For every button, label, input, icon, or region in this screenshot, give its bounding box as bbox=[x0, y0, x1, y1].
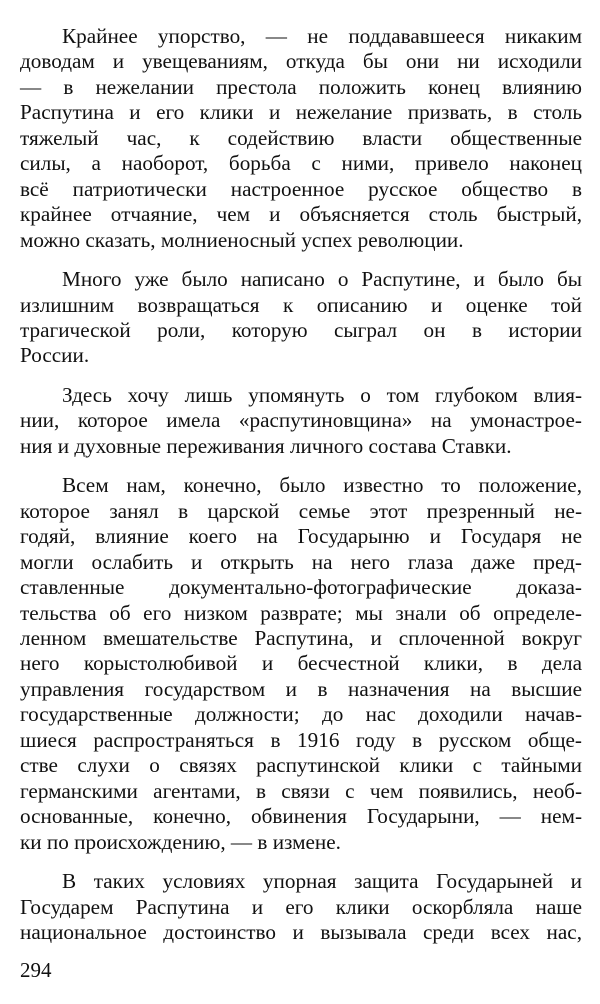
text-line: трагической роли, которую сыграл он в истории bbox=[20, 317, 582, 342]
text-line: ния и духовные переживания личного состава Ставки. bbox=[20, 433, 512, 458]
text-line: основанные, конечно, обвинения Государыни, — нем- bbox=[20, 804, 582, 829]
text-line: России. bbox=[20, 343, 90, 368]
text-line: Распутина и его клики и нежелание призвать, в столь bbox=[20, 100, 582, 125]
text-line: нии, которое имела «распутиновщина» на умонастрое- bbox=[20, 408, 582, 433]
page-number: 294 bbox=[20, 958, 52, 982]
text-line: которое занял в царской семье этот презренный не- bbox=[20, 498, 582, 523]
text-line: ленном вмешательстве Распутина, и сплоченной вокруг bbox=[20, 625, 582, 650]
text-line: ставленные документально-фотографические доказа- bbox=[20, 575, 582, 600]
text-line: управления государством и в назначения на высшие bbox=[20, 676, 582, 701]
text-line: германскими агентами, в связи с чем появились, необ- bbox=[20, 778, 582, 803]
text-line: годяй, влияние коего на Государыню и Государя не bbox=[20, 524, 582, 549]
text-line: Здесь хочу лишь упомянуть о том глубоком влия- bbox=[62, 382, 582, 407]
text-line: него корыстолюбивой и бесчестной клики, в дела bbox=[20, 651, 582, 676]
text-line: государственные должности; до нас доходили начав- bbox=[20, 702, 582, 727]
paragraph bbox=[20, 267, 582, 369]
text-line: Крайнее упорство, — не поддававшееся никаким bbox=[62, 24, 582, 48]
text-line: доводам и увещеваниям, откуда бы они ни исходили bbox=[20, 49, 582, 74]
paragraph bbox=[20, 473, 582, 855]
text-line: излишним возвращаться к описанию и оценке той bbox=[20, 292, 582, 317]
text-line: Много уже было написано о Распутине, и было бы bbox=[62, 267, 582, 292]
text-line: стве слухи о связях распутинской клики с тайными bbox=[20, 753, 582, 778]
text-line: тельства об его низком разврате; мы знали об определе- bbox=[20, 600, 582, 625]
paragraph bbox=[20, 24, 582, 253]
text-line: национальное достоинство и вызывала среди всех нас, bbox=[20, 919, 582, 944]
text-line: Государем Распутина и его клики оскорбляла наше bbox=[20, 894, 582, 919]
text-line: Всем нам, конечно, было известно то положение, bbox=[62, 473, 582, 498]
paragraph bbox=[20, 869, 582, 945]
document-page bbox=[20, 24, 582, 959]
text-line: тяжелый час, к содействию власти общественные bbox=[20, 125, 582, 150]
text-line: В таких условиях упорная защита Государыней и bbox=[62, 869, 582, 894]
paragraph bbox=[20, 383, 582, 459]
text-line: силы, а наоборот, борьба с ними, привело наконец bbox=[20, 151, 582, 176]
text-line: — в нежелании престола положить конец влиянию bbox=[20, 74, 582, 99]
text-line: можно сказать, молниеносный успех революции. bbox=[20, 227, 464, 252]
text-line: ки по происхождению, — в измене. bbox=[20, 829, 341, 854]
text-line: могли ослабить и открыть на него глаза даже пред- bbox=[20, 549, 582, 574]
text-line: всё патриотически настроенное русское общество в bbox=[20, 176, 582, 201]
text-line: крайнее отчаяние, чем и объясняется столь быстрый, bbox=[20, 202, 582, 227]
text-line: шиеся распространяться в 1916 году в русском обще- bbox=[20, 727, 582, 752]
